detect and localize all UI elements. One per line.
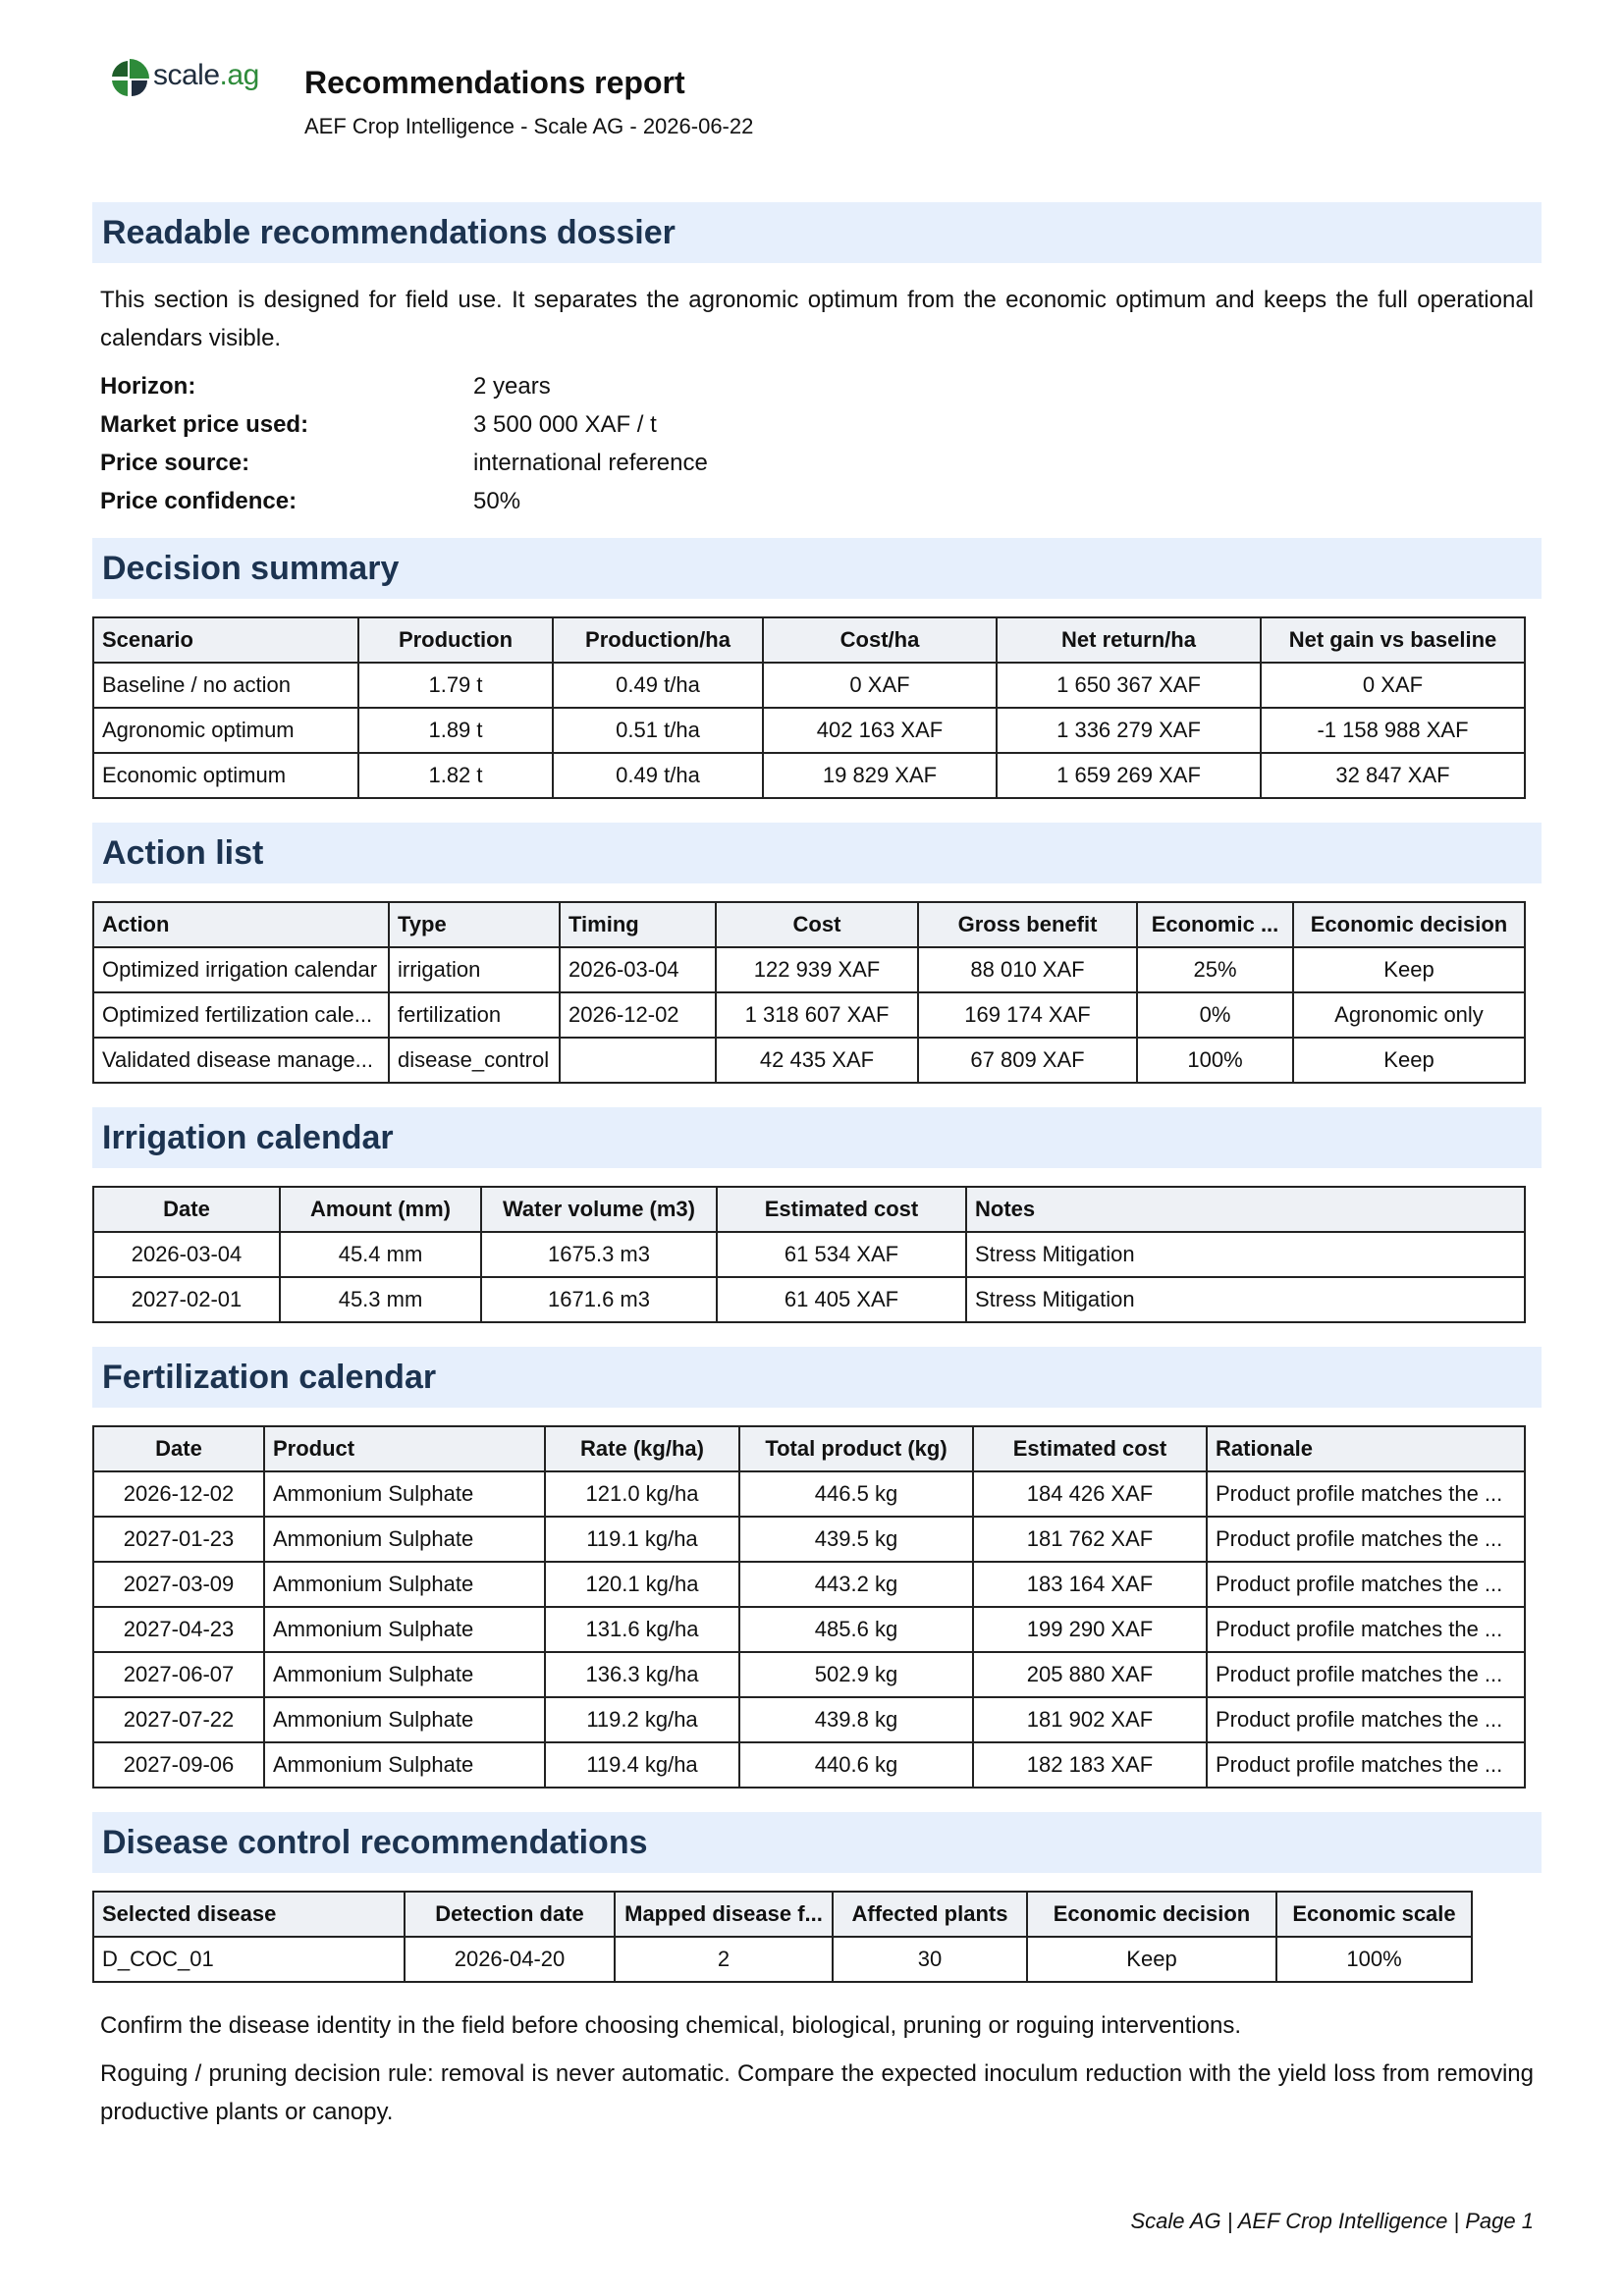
field-label: Market price used: [100, 411, 309, 438]
table-cell: 2027-06-07 [93, 1652, 264, 1697]
table-cell: 2026-04-20 [405, 1937, 615, 1982]
table-cell: 443.2 kg [739, 1562, 973, 1607]
table-row [93, 1652, 1525, 1697]
table-cell: Baseline / no action [93, 663, 358, 708]
table-cell: 2027-07-22 [93, 1697, 264, 1742]
table-cell: 19 829 XAF [763, 753, 997, 798]
field-price-confidence [92, 482, 1542, 520]
table-cell: 131.6 kg/ha [545, 1607, 739, 1652]
column-header: Gross benefit [918, 902, 1137, 947]
column-header: Rationale [1207, 1426, 1525, 1471]
column-header: Date [93, 1426, 264, 1471]
column-header: Production [358, 617, 553, 663]
column-header: Notes [966, 1187, 1525, 1232]
column-header: Economic ... [1137, 902, 1293, 947]
table-row [93, 708, 1525, 753]
table-cell: 0.51 t/ha [553, 708, 763, 753]
column-header: Total product (kg) [739, 1426, 973, 1471]
table-cell: 182 183 XAF [973, 1742, 1207, 1788]
table-cell: 169 174 XAF [918, 992, 1137, 1038]
table-cell: 402 163 XAF [763, 708, 997, 753]
table-cell: 1 318 607 XAF [716, 992, 918, 1038]
column-header: Type [389, 902, 560, 947]
table-cell: 88 010 XAF [918, 947, 1137, 992]
table-cell: 0.49 t/ha [553, 663, 763, 708]
column-header: Estimated cost [717, 1187, 966, 1232]
table-row [93, 1517, 1525, 1562]
table-cell: 439.5 kg [739, 1517, 973, 1562]
table-cell: Agronomic only [1293, 992, 1525, 1038]
field-value: 50% [473, 488, 521, 514]
table-cell: Keep [1027, 1937, 1276, 1982]
table-row [93, 1038, 1525, 1083]
table-cell: 2027-02-01 [93, 1277, 280, 1322]
table-header-row [93, 902, 1525, 947]
table-cell: fertilization [389, 992, 560, 1038]
table-cell: 2027-01-23 [93, 1517, 264, 1562]
table-cell: 100% [1276, 1937, 1472, 1982]
field-value: 3 500 000 XAF / t [473, 411, 657, 438]
fertilization-calendar-table [92, 1425, 1526, 1789]
table-cell: 0.49 t/ha [553, 753, 763, 798]
table-cell: 25% [1137, 947, 1293, 992]
table-cell: 61 405 XAF [717, 1277, 966, 1322]
table-cell: 2027-04-23 [93, 1607, 264, 1652]
table-cell: 45.4 mm [280, 1232, 481, 1277]
table-cell: Ammonium Sulphate [264, 1471, 545, 1517]
table-cell: 1.82 t [358, 753, 553, 798]
column-header: Estimated cost [973, 1426, 1207, 1471]
table-cell: Ammonium Sulphate [264, 1562, 545, 1607]
table-cell: 183 164 XAF [973, 1562, 1207, 1607]
column-header: Rate (kg/ha) [545, 1426, 739, 1471]
table-row [93, 1607, 1525, 1652]
field-market-price [92, 405, 1542, 444]
table-cell: 1675.3 m3 [481, 1232, 717, 1277]
field-label: Price confidence: [100, 488, 298, 514]
table-cell: 1.89 t [358, 708, 553, 753]
table-cell: Product profile matches the ... [1207, 1562, 1525, 1607]
section-heading-decision: Decision summary [92, 538, 1542, 599]
column-header: Economic scale [1276, 1892, 1472, 1937]
table-cell: 439.8 kg [739, 1697, 973, 1742]
table-cell: D_COC_01 [93, 1937, 405, 1982]
table-row [93, 1697, 1525, 1742]
table-cell: 1 650 367 XAF [997, 663, 1261, 708]
column-header: Cost [716, 902, 918, 947]
table-row [93, 947, 1525, 992]
table-cell: 181 902 XAF [973, 1697, 1207, 1742]
field-horizon [92, 367, 1542, 405]
table-cell: 199 290 XAF [973, 1607, 1207, 1652]
field-label: Price source: [100, 450, 250, 476]
table-cell: 122 939 XAF [716, 947, 918, 992]
table-cell: 184 426 XAF [973, 1471, 1207, 1517]
column-header: Product [264, 1426, 545, 1471]
column-header: Scenario [93, 617, 358, 663]
column-header: Production/ha [553, 617, 763, 663]
table-row [93, 1471, 1525, 1517]
table-header-row [93, 617, 1525, 663]
section-heading-disease: Disease control recommendations [92, 1812, 1542, 1873]
table-header-row [93, 1187, 1525, 1232]
dossier-intro: This section is designed for field use. It separates the agronomic optimum from the economic optimum and keeps the full operational calendars visible. [100, 287, 1534, 351]
table-cell: 2026-03-04 [93, 1232, 280, 1277]
table-cell: 485.6 kg [739, 1607, 973, 1652]
column-header: Affected plants [833, 1892, 1027, 1937]
table-cell: Economic optimum [93, 753, 358, 798]
table-cell: Ammonium Sulphate [264, 1652, 545, 1697]
table-cell: 119.1 kg/ha [545, 1517, 739, 1562]
logo-text-ag: .ag [219, 59, 259, 91]
disease-note-roguing: Roguing / pruning decision rule: removal is never automatic. Compare the expected inoculum reduction with the yield loss from removing productive plants or canopy. [100, 2060, 1534, 2125]
table-cell: 120.1 kg/ha [545, 1562, 739, 1607]
page-footer: Scale AG | AEF Crop Intelligence | Page 1 [1130, 2209, 1534, 2233]
table-cell: Product profile matches the ... [1207, 1607, 1525, 1652]
table-cell: 2027-03-09 [93, 1562, 264, 1607]
action-list-table [92, 901, 1526, 1084]
table-cell: Product profile matches the ... [1207, 1652, 1525, 1697]
table-cell: Ammonium Sulphate [264, 1607, 545, 1652]
column-header: Net return/ha [997, 617, 1261, 663]
table-cell: 45.3 mm [280, 1277, 481, 1322]
table-cell: Keep [1293, 947, 1525, 992]
table-cell: disease_control [389, 1038, 560, 1083]
field-value: 2 years [473, 373, 551, 400]
column-header: Net gain vs baseline [1261, 617, 1525, 663]
column-header: Mapped disease f... [615, 1892, 833, 1937]
column-header: Action [93, 902, 389, 947]
table-cell: 61 534 XAF [717, 1232, 966, 1277]
table-cell: 0 XAF [763, 663, 997, 708]
table-cell: Keep [1293, 1038, 1525, 1083]
table-cell: 67 809 XAF [918, 1038, 1137, 1083]
table-cell: 30 [833, 1937, 1027, 1982]
table-cell: 119.2 kg/ha [545, 1697, 739, 1742]
table-cell: Product profile matches the ... [1207, 1517, 1525, 1562]
column-header: Amount (mm) [280, 1187, 481, 1232]
table-row [93, 1742, 1525, 1788]
table-cell: -1 158 988 XAF [1261, 708, 1525, 753]
disease-control-table [92, 1891, 1473, 1983]
table-cell: Optimized fertilization cale... [93, 992, 389, 1038]
table-cell: Ammonium Sulphate [264, 1517, 545, 1562]
report-subtitle: AEF Crop Intelligence - Scale AG - 2026-06-22 [304, 114, 754, 138]
irrigation-calendar-table [92, 1186, 1526, 1323]
table-cell: 1671.6 m3 [481, 1277, 717, 1322]
table-cell: 2027-09-06 [93, 1742, 264, 1788]
column-header: Water volume (m3) [481, 1187, 717, 1232]
table-cell: 136.3 kg/ha [545, 1652, 739, 1697]
field-price-source [92, 444, 1542, 482]
table-cell: 2026-12-02 [93, 1471, 264, 1517]
section-heading-actions: Action list [92, 823, 1542, 883]
table-cell: 446.5 kg [739, 1471, 973, 1517]
table-row [93, 1232, 1525, 1277]
table-row [93, 1562, 1525, 1607]
column-header: Timing [560, 902, 716, 947]
column-header: Economic decision [1027, 1892, 1276, 1937]
disease-note-confirm: Confirm the disease identity in the field before choosing chemical, biological, pruning or roguing interventions. [100, 2012, 1241, 2039]
table-cell: 0% [1137, 992, 1293, 1038]
table-cell: irrigation [389, 947, 560, 992]
table-cell: 0 XAF [1261, 663, 1525, 708]
section-heading-dossier: Readable recommendations dossier [92, 202, 1542, 263]
table-cell: 502.9 kg [739, 1652, 973, 1697]
table-row [93, 1277, 1525, 1322]
table-cell: 181 762 XAF [973, 1517, 1207, 1562]
column-header: Selected disease [93, 1892, 405, 1937]
table-cell: 121.0 kg/ha [545, 1471, 739, 1517]
table-header-row [93, 1892, 1472, 1937]
column-header: Economic decision [1293, 902, 1525, 947]
column-header: Detection date [405, 1892, 615, 1937]
table-cell: 440.6 kg [739, 1742, 973, 1788]
report-header [108, 55, 1483, 143]
decision-summary-table [92, 616, 1526, 799]
table-cell [560, 1038, 716, 1083]
table-cell: 2026-12-02 [560, 992, 716, 1038]
table-cell: Ammonium Sulphate [264, 1697, 545, 1742]
section-heading-fertilization: Fertilization calendar [92, 1347, 1542, 1408]
report-title: Recommendations report [304, 65, 685, 100]
section-heading-irrigation: Irrigation calendar [92, 1107, 1542, 1168]
leaf-icon [108, 57, 151, 100]
table-cell: 119.4 kg/ha [545, 1742, 739, 1788]
table-row [93, 1937, 1472, 1982]
table-cell: Validated disease manage... [93, 1038, 389, 1083]
column-header: Date [93, 1187, 280, 1232]
field-value: international reference [473, 450, 708, 476]
field-label: Horizon: [100, 373, 196, 400]
table-cell: 42 435 XAF [716, 1038, 918, 1083]
table-cell: Product profile matches the ... [1207, 1697, 1525, 1742]
table-cell: 32 847 XAF [1261, 753, 1525, 798]
table-cell: Agronomic optimum [93, 708, 358, 753]
table-row [93, 663, 1525, 708]
table-cell: Stress Mitigation [966, 1232, 1525, 1277]
dossier-fields [92, 367, 1542, 520]
scale-ag-logo [108, 55, 259, 102]
table-cell: Optimized irrigation calendar [93, 947, 389, 992]
table-cell: 205 880 XAF [973, 1652, 1207, 1697]
logo-text: scale [153, 59, 220, 91]
table-row [93, 992, 1525, 1038]
table-cell: Ammonium Sulphate [264, 1742, 545, 1788]
report-content [92, 202, 1542, 2141]
table-cell: 100% [1137, 1038, 1293, 1083]
table-row [93, 753, 1525, 798]
table-cell: Product profile matches the ... [1207, 1742, 1525, 1788]
table-cell: Stress Mitigation [966, 1277, 1525, 1322]
table-cell: 1 659 269 XAF [997, 753, 1261, 798]
table-cell: 2 [615, 1937, 833, 1982]
column-header: Cost/ha [763, 617, 997, 663]
table-header-row [93, 1426, 1525, 1471]
table-cell: 1 336 279 XAF [997, 708, 1261, 753]
table-cell: Product profile matches the ... [1207, 1471, 1525, 1517]
table-cell: 1.79 t [358, 663, 553, 708]
table-cell: 2026-03-04 [560, 947, 716, 992]
